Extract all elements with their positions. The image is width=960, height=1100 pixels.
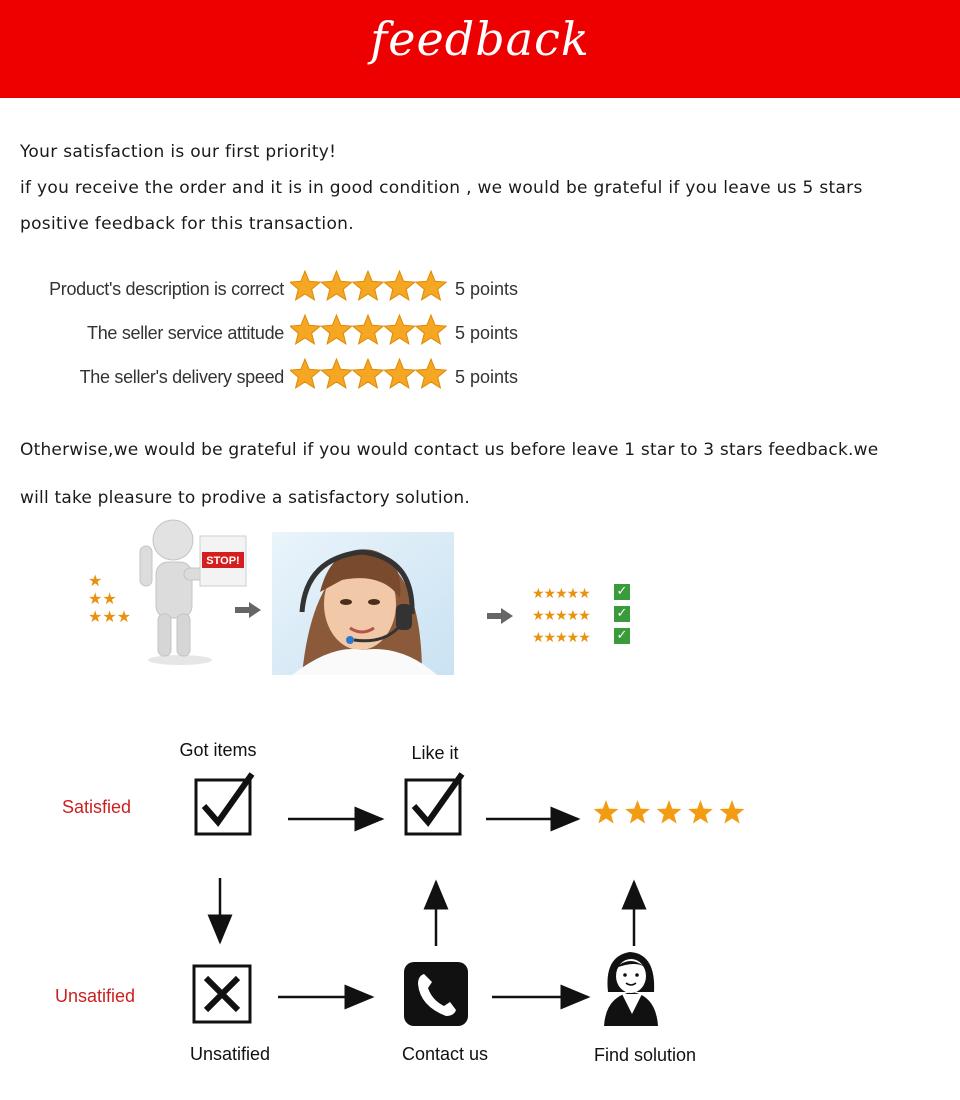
otherwise-line-2: will take pleasure to prodive a satisfactory solution. [20,488,471,508]
three-stars-icon: ★★★ [88,607,132,626]
rating-label-description: Product's description is correct [49,279,284,299]
checked-stars-row [532,583,642,605]
like-it-check-icon [406,774,462,834]
intro-line-3: positive feedback for this transaction. [20,214,354,234]
star-icon [384,271,414,300]
unsatisfied-label: Unsatified [55,986,136,1006]
banner-title: feedback [370,12,590,66]
five-mini-stars-icon: ★★★★★ [532,630,590,646]
find-solution-caption: Find solution [593,1045,697,1065]
green-check-icon: ✓ [614,584,630,600]
support-person-icon [604,952,658,1026]
unsatisfied-caption: Unsatified [189,1044,271,1064]
got-items-label: Got items [179,740,257,760]
unsatisfied-x-icon [194,966,250,1022]
phone-icon [404,962,468,1026]
checked-stars-row [532,627,642,649]
arrow-right-icon-2 [486,606,514,626]
five-mini-stars-icon: ★★★★★ [532,608,590,624]
star-icon [290,359,320,388]
star-icon [416,359,446,388]
result-stars [594,800,745,824]
star-icon [416,315,446,344]
rating-points-description: 5 points [455,279,519,299]
rating-stars-description [290,270,450,304]
rating-points-service: 5 points [455,323,519,343]
checked-stars-row [532,605,642,627]
star-icon [688,800,713,824]
one-star-icon: ★ [88,571,103,590]
star-icon [321,359,351,388]
stop-sign-text: STOP! [206,555,240,567]
intro-line-2: if you receive the order and it is in good condition , we would be grateful if you leave us 5 stars [20,178,863,198]
flow-diagram [0,770,960,1080]
star-icon [720,800,745,824]
star-icon [657,800,682,824]
five-stars-checked-group [532,583,642,649]
contact-us-caption: Contact us [401,1044,489,1064]
rating-label-delivery: The seller's delivery speed [79,367,284,387]
star-icon [625,800,650,824]
rating-label-service: The seller service attitude [87,323,284,343]
got-items-check-icon [196,774,252,834]
star-icon [594,800,619,824]
star-icon [416,271,446,300]
intro-line-1: Your satisfaction is our first priority! [20,142,337,162]
rating-stars-delivery [290,358,450,392]
star-icon [384,315,414,344]
stop-figure-icon [128,518,248,668]
star-icon [321,271,351,300]
star-icon [384,359,414,388]
rating-stars-service [290,314,450,348]
green-check-icon: ✓ [614,606,630,622]
rating-points-delivery: 5 points [455,367,519,387]
two-stars-icon: ★★ [88,589,117,608]
arrow-right-icon [234,600,262,620]
like-it-label: Like it [411,743,459,763]
green-check-icon: ✓ [614,628,630,644]
star-icon [353,271,383,300]
star-icon [353,315,383,344]
otherwise-line-1: Otherwise,we would be grateful if you would contact us before leave 1 star to 3 stars feedback.we [20,440,879,460]
star-icon [290,315,320,344]
star-icon [353,359,383,388]
star-icon [290,271,320,300]
support-agent-photo [272,532,454,675]
star-icon [321,315,351,344]
five-mini-stars-icon: ★★★★★ [532,586,590,602]
satisfied-label: Satisfied [62,797,132,817]
